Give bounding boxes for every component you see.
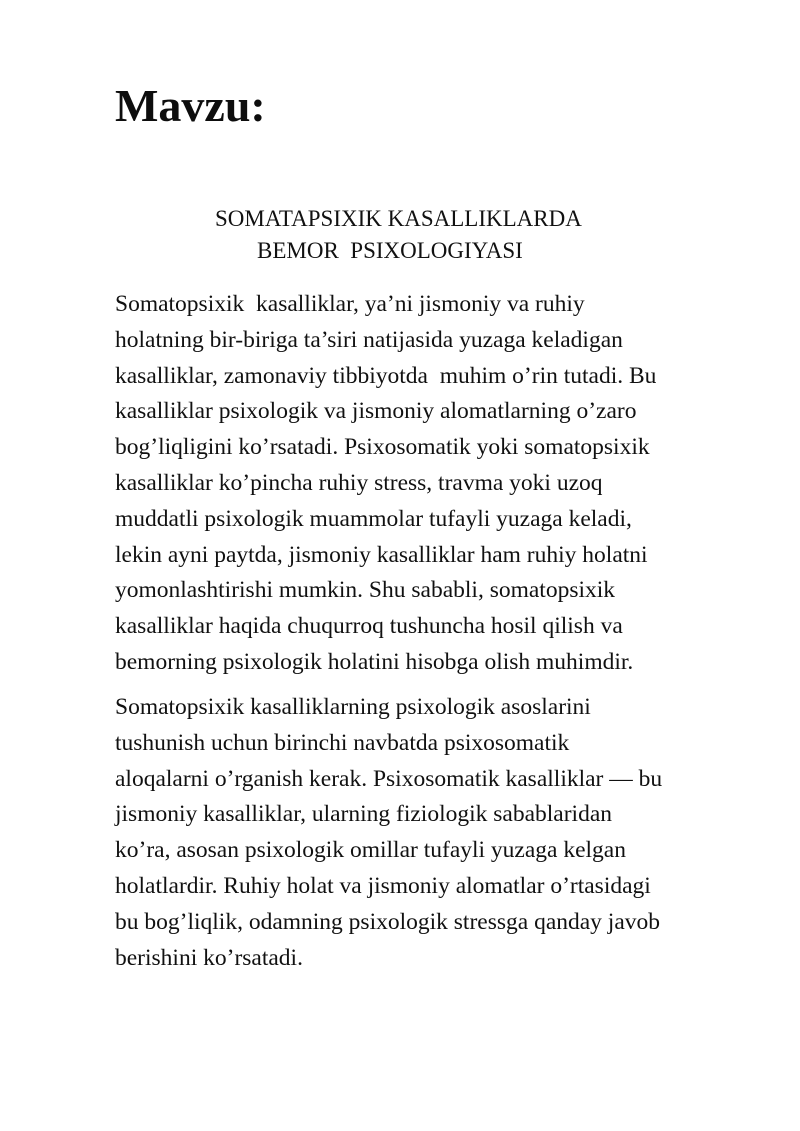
text-line: ko’ra, asosan psixologik omillar tufayli yuzaga kelgan <box>115 837 626 864</box>
text-line: jismoniy kasalliklar, ularning fiziologik sabablaridan <box>115 801 613 828</box>
text-line: lekin ayni paytda, jismoniy kasalliklar ham ruhiy holatni <box>115 541 648 568</box>
paragraph-1 <box>115 287 755 681</box>
text-line: kasalliklar psixologik va jismoniy alomatlarning o’zaro <box>115 398 637 425</box>
title-line: SOMATAPSIXIK KASALLIKLARDA <box>215 206 582 231</box>
page-heading: Mavzu: <box>115 80 266 131</box>
text-line: Somatopsixik kasalliklar, ya’ni jismoniy va ruhiy <box>115 291 585 317</box>
text-line: muddatli psixologik muammolar tufayli yuzaga keladi, <box>115 505 632 532</box>
text-line: kasalliklar, zamonaviy tibbiyotda muhim o’rin tutadi. Bu <box>115 362 657 389</box>
text-line: holatlardir. Ruhiy holat va jismoniy alomatlar o’rtasidagi <box>115 872 651 899</box>
text-line: yomonlashtirishi mumkin. Shu sababli, somatopsixik <box>115 577 616 604</box>
text-line: tushunish uchun birinchi navbatda psixosomatik <box>115 729 570 756</box>
text-line: bemorning psixologik holatini hisobga olish muhimdir. <box>115 648 634 675</box>
text-line: kasalliklar ko’pincha ruhiy stress, travma yoki uzoq <box>115 469 603 496</box>
text-line: holatning bir-biriga ta’siri natijasida yuzaga keladigan <box>115 326 623 353</box>
text-line: kasalliklar haqida chuqurroq tushuncha hosil qilish va <box>115 613 623 640</box>
title-line: BEMOR PSIXOLOGIYASI <box>257 238 523 263</box>
text-line: Somatopsixik kasalliklarning psixologik asoslarini <box>115 694 591 720</box>
text-line: bu bog’liqlik, odamning psixologik stressga qanday javob <box>115 908 661 935</box>
text-line: aloqalarni o’rganish kerak. Psixosomatik kasalliklar — bu <box>115 765 663 792</box>
paragraph-2 <box>115 690 755 976</box>
text-line: bog’liqligini ko’rsatadi. Psixosomatik yoki somatopsixik <box>115 434 650 461</box>
text-line: berishini ko’rsatadi. <box>115 944 303 971</box>
